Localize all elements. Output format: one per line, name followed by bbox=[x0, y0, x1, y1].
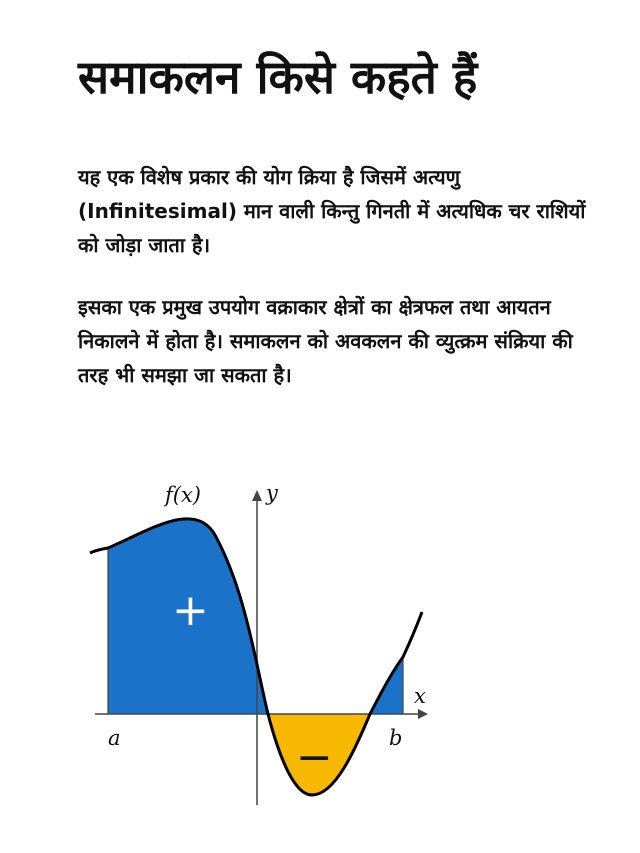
lower-limit-label: a bbox=[108, 726, 121, 750]
function-label: f(x) bbox=[165, 483, 202, 507]
usage-paragraph: इसका एक प्रमुख उपयोग वक्राकार क्षेत्रों का क्षेत्रफल तथा आयतन निकालने में होता है। समाकलन को अवकलन की व्युत्क्रम संक्रिया की तरह भी समझा जा सकता है। bbox=[78, 295, 573, 387]
y-axis-arrow bbox=[252, 490, 262, 501]
definition-paragraph: यह एक विशेष प्रकार की योग क्रिया है जिसमें अत्यणु (Infinitesimal) मान वाली किन्तु गिनती में अत्यधिक चर राशियों को जोड़ा जाता है। bbox=[78, 165, 586, 257]
positive-sign: + bbox=[172, 585, 209, 636]
x-axis-arrow bbox=[418, 709, 428, 719]
integral-area-diagram bbox=[0, 460, 640, 853]
page-title: समाकलन किसे कहते हैं bbox=[78, 50, 478, 104]
upper-limit-label: b bbox=[389, 726, 403, 750]
x-axis-label: x bbox=[414, 684, 426, 708]
negative-sign: − bbox=[296, 732, 333, 783]
y-axis-label: y bbox=[266, 481, 278, 505]
